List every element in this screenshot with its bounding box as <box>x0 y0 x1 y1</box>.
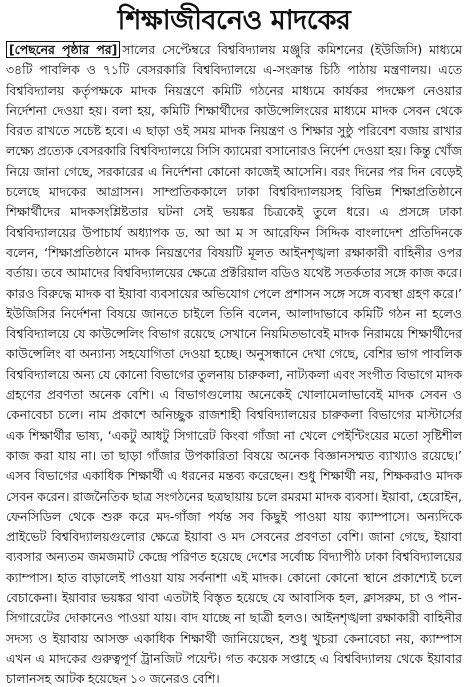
article-paragraph: সালের সেপ্টেম্বরে বিশ্ববিদ্যালয় মঞ্জুরি কমিশনের (ইউজিসি) মাধ্যমে ৩৪টি পাবলিক ও ৭১টি বেসরকারি বিশ্ববিদ্যালয়ে এ-সংক্রান্ত চিঠি পাঠায় মন্ত্রণালয়। এতে বিশ্ববিদ্যালয় কর্তৃপক্ষকে মাদক নিয়ন্ত্রণে কমিটি গঠনের মাধ্যমে কার্যকর পদক্ষেপ নেওয়ার নির্দেশনা দেওয়া হয়। বলা হয়, কমিটি শিক্ষার্থীদের কাউন্সেলিংয়ের মাধ্যমে মাদক সেবন থেকে বিরত রাখতে সচেষ্ট হবে। এ ছাড়া ওই সময় মাদক নিয়ন্ত্রণ ও শিক্ষার সুষ্ঠু পরিবেশ বজায় রাখার লক্ষ্যে প্রত্যেক বেসরকারি বিশ্ববিদ্যালয়ে সিসি ক্যামেরা বসানোরও নির্দেশ দেওয়া হয়। কিন্তু খোঁজ নিয়ে জানা গেছে, সরকারের এ নির্দেশনা কোনো কাজেই আসেনি। বরং দিনের পর দিন বেড়েই চলেছে মাদকের আগ্রাসন। সাম্প্রতিককালে ঢাকা বিশ্ববিদ্যালয়সহ বিভিন্ন শিক্ষাপ্রতিষ্ঠানে শিক্ষার্থীদের মাদকসংশ্লিষ্টতার ঘটনা সেই ভয়ঙ্কর চিত্রকেই তুলে ধরে। এ প্রসঙ্গে ঢাকা বিশ্ববিদ্যালয়ের উপাচার্য অধ্যাপক ড. আ আ ম স আরেফিন সিদ্দিক বাংলাদেশ প্রতিদিনকে বলেন, ‘শিক্ষাপ্রতিষ্ঠানে মাদক নিয়ন্ত্রণের বিষয়টি মূলত আইনশৃঙ্খলা রক্ষাকারী বাহিনীর ওপর বর্তায়। তবে আমাদের বিশ্ববিদ্যালয়ের ক্ষেত্রে প্রক্টরিয়াল বডিও যথেষ্ট সতর্কতার সঙ্গে কাজ করে। কারও বিরুদ্ধে মাদক বা ইয়াবা ব্যবসায়ের অভিযোগ পেলে প্রশাসন সঙ্গে সঙ্গে ব্যবস্থা গ্রহণ করে।’ ইউজিসির নির্দেশনা বিষয়ে জানতে চাইলে তিনি বলেন, আলাদাভাবে কমিটি গঠন না হলেও বিশ্ববিদ্যালয়ে যে কাউন্সেলিং বিভাগ রয়েছে সেখানে নিয়মিতভাবেই মাদক নিরাময়ে শিক্ষার্থীদের কাউন্সেলিং বা অন্যান্য সহযোগিতা দেওয়া হচ্ছে। অনুসন্ধানে দেখা গেছে, বেশির ভাগ পাবলিক বিশ্ববিদ্যালয়ে অন্য যে কোনো বিভাগের তুলনায় চারুকলা, নাট্যকলা এবং সংগীত বিভাগে মাদক গ্রহণের প্রবণতা অনেক বেশি। এ বিভাগগুলোয় অনেকেই খোলামেলাভাবেই মাদক সেবন ও কেনাবেচা চলে। নাম প্রকাশে অনিচ্ছুক রাজশাহী বিশ্ববিদ্যালয়ের চারুকলা বিভাগের মাস্টার্সের এক শিক্ষার্থীর ভাষ্য, ‘একটু আধটু সিগারেট কিংবা গাঁজা না খেলে পেইন্টিংয়ের মতো সৃষ্টিশীল কাজ করা যায় না। তা ছাড়া গাঁজার উপকারিতা বিষয়ে অনেক বিজ্ঞানসম্মত ব্যাখ্যাও রয়েছে।’ এসব বিভাগের একাধিক শিক্ষার্থী এ ধরনের মন্তব্য করেছেন। শুধু শিক্ষার্থী নয়, শিক্ষকরাও মাদক সেবন করেন। রাজনৈতিক ছাত্র সংগঠনের ছত্রছায়ায় চলে রমরমা মাদক ব্যবসা। ইয়াবা, হেরোইন, ফেনসিডিল থেকে শুরু করে মদ-গাঁজা পর্যন্ত সব কিছুই পাওয়া যায় ক্যাম্পাসে। অন্যদিকে প্রাইভেট বিশ্ববিদ্যালয়গুলোর ক্ষেত্রে ইয়াবা ও মদ সেবনের প্রবণতা বেশি। জানা গেছে, ইয়াবা ব্যবসার অন্যতম জমজমাট কেন্দ্রে পরিণত হয়েছে দেশের সর্বোচ্চ বিদ্যাপীঠ ঢাকা বিশ্ববিদ্যালয়ের ক্যাম্পাস। হাত বাড়ালেই পাওয়া যায় সর্বনাশা এই মাদক। কোনো কোনো স্থানে প্রকাশ্যেই চলে বেচাকেনা। ইয়াবার ভয়ঙ্কর থাবা এতটাই বিস্তৃত হয়েছে যে আবাসিক হল, ক্লাসরুম, চা ও পান-সিগারেটের দোকানেও পাওয়া যায়। বাদ যাচ্ছে না ছাত্রী হলও। আইনশৃঙ্খলা রক্ষাকারী বাহিনীর সদস্য ও ইয়াবায় আসক্ত একাধিক শিক্ষার্থী জানিয়েছেন, শুধু খুচরা কেনাবেচা নয়, ক্যাম্পাস এখন এ মাদকের গুরুত্বপূর্ণ ট্রানজিট পয়েন্ট। গত কয়েক সপ্তাহে এ বিশ্ববিদ্যালয় থেকে ইয়াবার চালানসহ আটক হয়েছেন ১০ জনেরও বেশি। <box>6 42 462 687</box>
article-headline: শিক্ষাজীবনেও মাদকের <box>117 5 351 36</box>
continued-from-kicker: [পেছনের পৃষ্ঠার পর] <box>6 41 120 58</box>
article-body <box>6 40 462 687</box>
